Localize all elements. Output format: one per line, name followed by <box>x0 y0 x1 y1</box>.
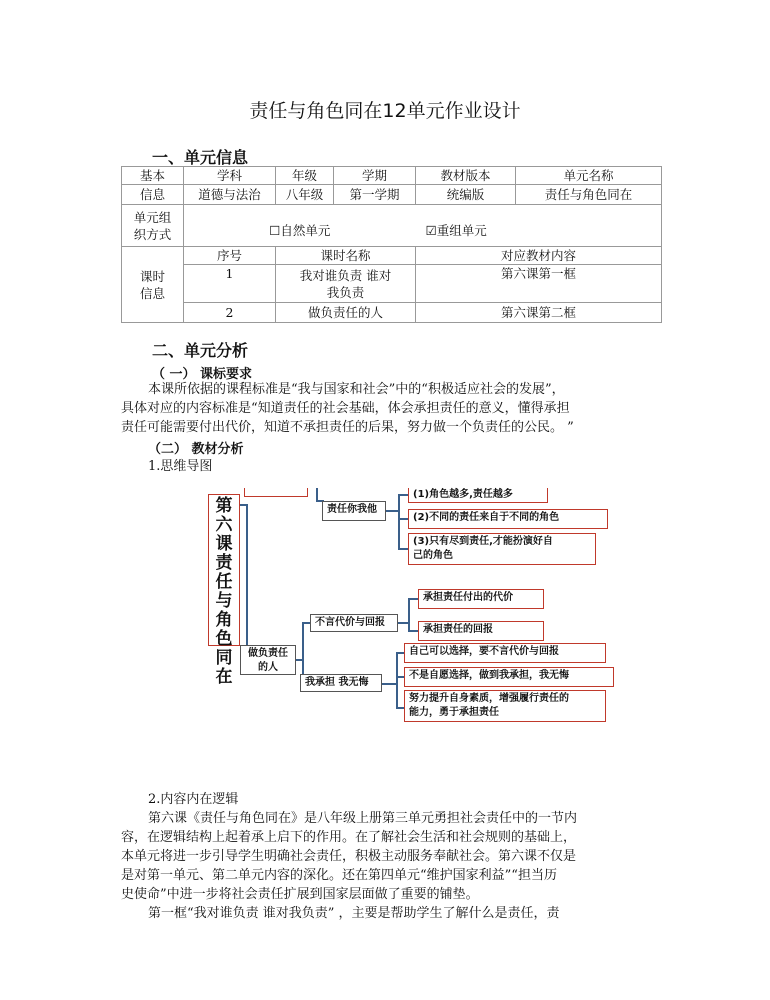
logic-line-6: 第一框“我对谁负责 谁对我负责” ，主要是帮助学生了解什么是责任，责 <box>148 906 560 921</box>
lesson-header-no: 序号 <box>184 247 276 265</box>
lesson-2-content: 第六课第二框 <box>416 303 662 323</box>
unit-info-table <box>121 166 662 323</box>
value-term: 第一学期 <box>334 185 416 205</box>
b2b-item-1: 自己可以选择，要不言代价与回报 <box>404 643 606 663</box>
value-edition: 统编版 <box>416 185 516 205</box>
branch-be-responsible: 做负责任的人 <box>240 645 296 675</box>
logic-line-2: 容，在逻辑结构上起着承上启下的作用。在了解社会生活和社会规则的基础上， <box>121 830 577 845</box>
b2b-item-3: 努力提升自身素质，增强履行责任的 能力，勇于承担责任 <box>404 690 606 722</box>
b1-item-2: (2)不同的责任来自于不同的角色 <box>408 509 608 529</box>
branch-responsibility: 责任你我他 <box>322 501 386 521</box>
header-edition: 教材版本 <box>416 167 516 185</box>
b1-item-1: (1)角色越多,责任越多 <box>408 488 548 503</box>
logic-line-4: 是对第一单元、第二单元内容的深化。还在第四单元“维护国家利益”“担当历 <box>121 868 557 883</box>
b2a-item-2: 承担责任的回报 <box>418 621 544 641</box>
lesson-1-name: 我对谁负责 谁对 我负责 <box>276 265 416 303</box>
section-heading-unit-info: 一、单元信息 <box>152 148 249 167</box>
subheading-textbook: （二） 教材分析 <box>148 442 244 457</box>
org-option-natural: ☐自然单元 <box>184 205 416 247</box>
mind-map <box>204 488 618 730</box>
b1-item-3: (3)只有尽到责任,才能扮演好自 己的角色 <box>408 533 596 565</box>
logic-line-5: 史使命”中进一步将社会责任扩展到国家层面做了重要的铺垫。 <box>121 887 479 902</box>
branch-no-regret: 我承担 我无悔 <box>300 674 382 692</box>
logic-line-1: 第六课《责任与角色同在》是八年级上册第三单元勇担社会责任中的一节内 <box>148 811 578 826</box>
basic-info-label: 基本 <box>122 167 184 185</box>
section-heading-unit-analysis: 二、单元分析 <box>152 341 249 360</box>
lesson-header-content: 对应教材内容 <box>416 247 662 265</box>
header-term: 学期 <box>334 167 416 185</box>
lesson-2-no: 2 <box>184 303 276 323</box>
mindmap-label: 1.思维导图 <box>148 459 213 474</box>
branch-no-price: 不言代价与回报 <box>310 614 398 632</box>
curriculum-line-3: 责任可能需要付出代价，知道不承担责任的后果，努力做一个负责任的公民。 ” <box>121 420 574 435</box>
lesson-1-content: 第六课第一框 <box>416 265 662 303</box>
org-label: 单元组 织方式 <box>122 205 184 247</box>
org-option-regroup: ☑重组单元 <box>416 205 662 247</box>
logic-heading: 2.内容内在逻辑 <box>148 792 239 807</box>
mindmap-root: 第六课 责任与角色同在 <box>208 494 240 646</box>
curriculum-line-1: 本课所依据的课程标准是“我与国家和社会”中的“积极适应社会的发展”， <box>148 382 565 397</box>
basic-info-label-2: 信息 <box>122 185 184 205</box>
header-subject: 学科 <box>184 167 276 185</box>
curriculum-line-2: 具体对应的内容标准是“知道责任的社会基础，体会承担责任的意义，懂得承担 <box>121 401 570 416</box>
value-subject: 道德与法治 <box>184 185 276 205</box>
logic-line-3: 本单元将进一步引导学生明确社会责任，积极主动服务奉献社会。第六课不仅是 <box>121 849 577 864</box>
lesson-1-no: 1 <box>184 265 276 303</box>
header-unit-name: 单元名称 <box>516 167 662 185</box>
value-unit-name: 责任与角色同在 <box>516 185 662 205</box>
b2b-item-2: 不是自愿选择，做到我承担，我无悔 <box>404 667 614 687</box>
b2a-item-1: 承担责任付出的代价 <box>418 589 544 609</box>
lesson-info-label: 课时 信息 <box>122 247 184 323</box>
header-grade: 年级 <box>276 167 334 185</box>
lesson-2-name: 做负责任的人 <box>276 303 416 323</box>
page-title: 责任与角色同在12单元作业设计 <box>249 100 521 122</box>
value-grade: 八年级 <box>276 185 334 205</box>
lesson-header-name: 课时名称 <box>276 247 416 265</box>
subheading-curriculum: （ 一） 课标要求 <box>152 367 253 382</box>
mindmap-cut-box <box>244 488 308 497</box>
